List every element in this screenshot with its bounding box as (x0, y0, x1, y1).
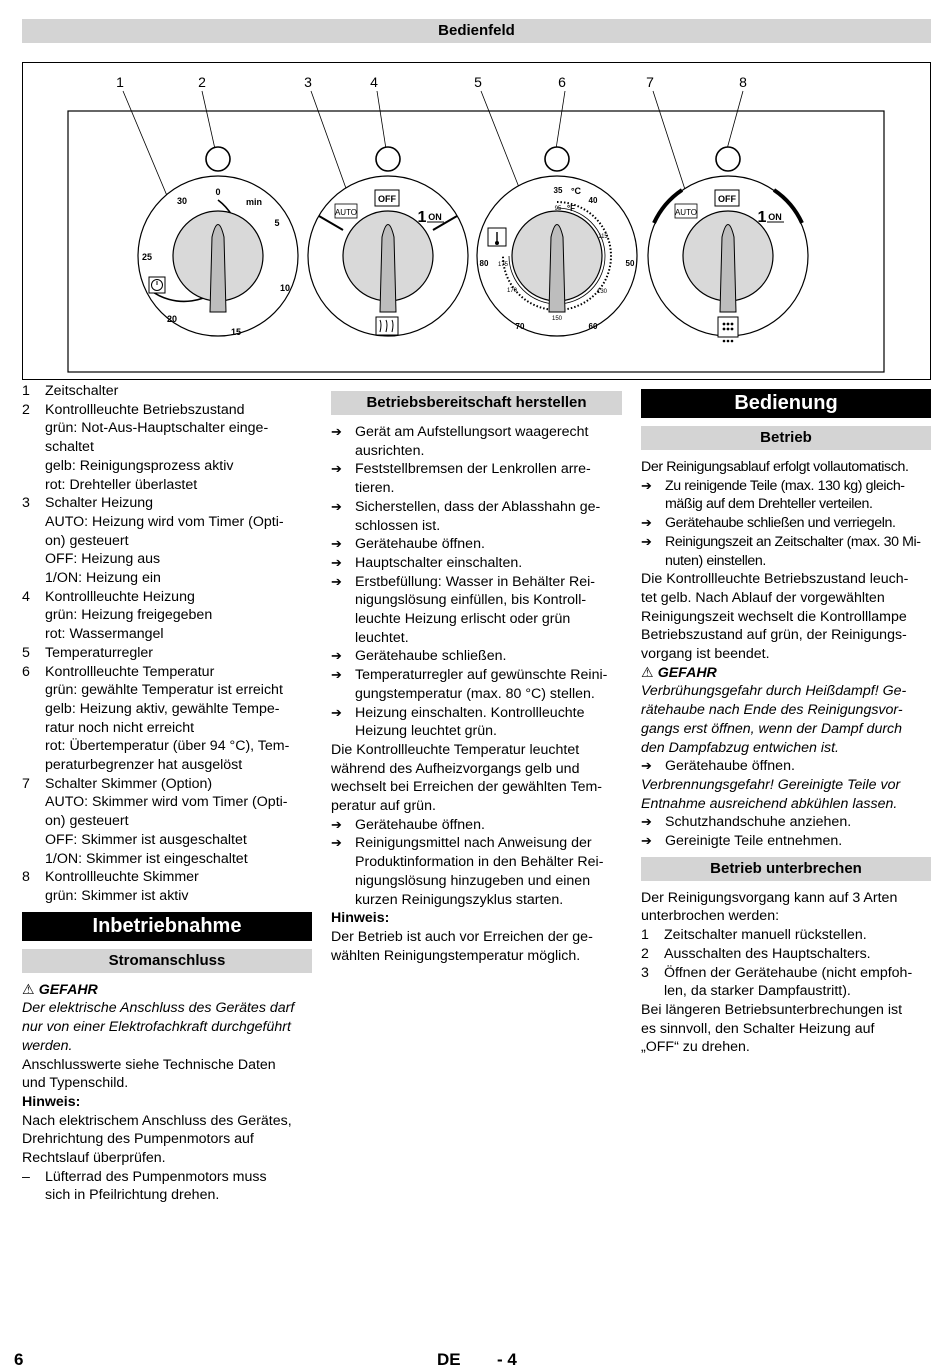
timer-tick: 25 (141, 252, 153, 262)
temp-tick: 175 (497, 262, 509, 268)
steps-list-1 (331, 423, 622, 741)
list-item: 6 Kontrollleuchte Temperatur grün: gewählte Temperatur ist erreicht gelb: Heizung aktiv, gewählte Tempe- ratur noch nicht erreicht rot: Übertemperatur (über 94 °C), Tem- peraturbegrenzer hat ausgelöst (22, 663, 290, 774)
list-item: 3 Öffnen der Gerätehaube (nicht empfoh- len, da starker Dampfaustritt). (641, 964, 913, 1000)
step-item: ➔ Erstbefüllung: Wasser in Behälter Rei- nigungslösung einfüllen, bis Kontroll- leuchte Heizung erlischt oder grün leuchtet. (331, 573, 595, 646)
step-item: ➔ Hauptschalter einschalten. (331, 554, 523, 571)
skimmer-off-label: OFF (718, 194, 736, 204)
arrow-icon: ➔ (641, 477, 652, 493)
paragraph-betriebsunterbrechungen: Bei längeren Betriebsunterbrechungen ist es sinnvoll, den Schalter Heizung auf „OFF“ zu drehen. (641, 1001, 903, 1056)
arrow-icon: ➔ (641, 814, 652, 830)
list-item: 2 Ausschalten des Hauptschalters. (641, 945, 871, 962)
column-1 (22, 382, 312, 1205)
callout-5: 5 (474, 74, 482, 90)
note-label: Hinweis: (22, 1093, 81, 1110)
list-item: 1 Zeitschalter (22, 383, 119, 399)
step-item: ➔ Gerätehaube öffnen. (331, 816, 485, 833)
arrow-icon: ➔ (331, 704, 342, 720)
list-item: 1 Zeitschalter manuell rückstellen. (641, 927, 867, 944)
list-item: 4 Kontrollleuchte Heizung grün: Heizung freigegeben rot: Wassermangel (22, 588, 213, 643)
timer-tick: 10 (279, 283, 291, 293)
step-item: ➔ Heizung einschalten. Kontrollleuchte Heizung leuchtet grün. (331, 704, 585, 740)
arrow-icon: ➔ (331, 498, 342, 514)
skimmer-switch (648, 176, 808, 342)
callout-4: 4 (370, 74, 378, 90)
temperature-dial (477, 176, 637, 336)
callout-1: 1 (116, 74, 124, 90)
sub-page-number: - 4 (497, 1350, 517, 1369)
callout-2: 2 (198, 74, 206, 90)
callout-6: 6 (558, 74, 566, 90)
paragraph-anschlusswerte: Anschlusswerte siehe Technische Daten und Typenschild. (22, 1056, 276, 1092)
steps-list-2 (331, 816, 622, 910)
subsection-title-betrieb-unterbrechen: Betrieb unterbrechen (641, 857, 931, 881)
danger-text-verbruehung: Verbrühungsgefahr durch Heißdampf! Ge- rätehaube nach Ende des Reinigungsvor- gangs erst öffnen, wenn der Dampf durch den Dampfabzug entwichen ist. (641, 683, 907, 756)
callout-8: 8 (739, 74, 747, 90)
step-item: ➔ Gerät am Aufstellungsort waagerecht ausrichten. (331, 424, 589, 459)
timer-tick: 0 (215, 187, 221, 197)
skimmer-auto-label: AUTO (674, 208, 698, 217)
section-title-bedienung: Bedienung (641, 389, 931, 418)
arrow-icon: ➔ (641, 515, 652, 531)
arrow-icon: ➔ (331, 667, 342, 683)
step-item: ➔ Gerätehaube öffnen. (641, 758, 795, 775)
timer-tick: min (245, 197, 263, 207)
step-item: ➔ Reinigungszeit an Zeitschalter (max. 30 Mi- nuten) einstellen. (641, 533, 921, 569)
switch-auto-label: AUTO (334, 208, 358, 217)
legend-list (22, 382, 312, 906)
timer-dial (138, 176, 298, 337)
timer-tick: 20 (166, 314, 178, 324)
arrow-icon: ➔ (331, 648, 342, 664)
arrow-icon: ➔ (641, 833, 652, 849)
step-item: ➔ Gerätehaube schließen und verriegeln. (641, 515, 896, 532)
temp-tick: 130 (596, 289, 608, 295)
thermometer-icon (488, 228, 506, 246)
subsection-title-stromanschluss: Stromanschluss (22, 949, 312, 973)
arrow-icon: ➔ (331, 835, 342, 851)
paragraph-drehrichtung: Nach elektrischem Anschluss des Gerätes, Drehrichtung des Pumpenmotors auf Rechtslauf überprüfen. (22, 1112, 292, 1167)
subsection-title-betriebsbereitschaft: Betriebsbereitschaft herstellen (331, 391, 622, 415)
step-item: ➔ Gerätehaube schließen. (331, 648, 507, 665)
steps-list-betrieb (641, 477, 931, 571)
numbered-list-unterbrechen (641, 926, 931, 1001)
arrow-icon: ➔ (641, 533, 652, 549)
arrow-icon: ➔ (331, 461, 342, 477)
step-item: ➔ Temperaturregler auf gewünschte Reini- gungstemperatur (max. 80 °C) stellen. (331, 667, 608, 702)
lamp-betriebszustand (206, 147, 230, 171)
arrow-icon: ➔ (331, 816, 342, 832)
dash-item: – Lüfterrad des Pumpenmotors muss sich in Pfeilrichtung drehen. (22, 1168, 267, 1204)
step-item: ➔ Gereinigte Teile entnehmen. (641, 833, 843, 850)
lamp-heizung (376, 147, 400, 171)
heating-switch (308, 176, 468, 336)
arrow-icon: ➔ (641, 758, 652, 774)
temp-tick: 80 (479, 259, 489, 268)
arrow-icon: ➔ (331, 536, 342, 552)
skimmer-on-label: ON (768, 212, 782, 222)
temp-tick: 35 (553, 186, 563, 195)
danger-text-verbrennung: Verbrennungsgefahr! Gereinigte Teile vor Entnahme ausreichend abkühlen lassen. (641, 776, 901, 812)
language-code: DE (437, 1350, 461, 1369)
temp-tick: 70 (515, 322, 525, 331)
arrow-icon: ➔ (331, 424, 342, 439)
paragraph-unterbrechen: Der Reinigungsvorgang kann auf 3 Arten unterbrochen werden: (641, 889, 898, 925)
temp-unit-f: °F (566, 204, 576, 213)
arrow-icon: ➔ (331, 573, 342, 589)
temp-tick: 170 (506, 288, 518, 294)
lamp-temperatur (545, 147, 569, 171)
temp-tick: 40 (588, 196, 598, 205)
temp-tick: 150 (551, 316, 563, 322)
heating-icon (376, 317, 398, 335)
timer-tick: 15 (230, 327, 242, 337)
temp-tick: 115 (598, 234, 608, 240)
section-header-bedienfeld: Bedienfeld (22, 19, 931, 43)
list-item: 3 Schalter Heizung AUTO: Heizung wird vom Timer (Opti- on) gesteuert OFF: Heizung aus 1/ON: Heizung ein (22, 495, 284, 587)
step-item: ➔ Feststellbremsen der Lenkrollen arre- tieren. (331, 461, 591, 497)
timer-tick: 5 (274, 218, 280, 228)
paragraph-kontrollleuchte: Die Kontrollleuchte Temperatur leuchtet während des Aufheizvorgangs gelb und wechselt bei Erreichen der gewählten Tem- peratur auf grün. (331, 741, 603, 815)
temp-tick: 50 (625, 259, 635, 268)
list-item: 2 Kontrollleuchte Betriebszustand grün: Not-Aus-Hauptschalter einge- schaltet gelb: Reinigungsprozess aktiv rot: Drehteller überlastet (22, 401, 269, 493)
danger-heading: ⚠ GEFAHR (641, 664, 717, 681)
paragraph-betriebszustand: Die Kontrollleuchte Betriebszustand leuch- tet gelb. Nach Ablauf der vorgewählten Reinigungszeit wechselt die Kontrolllampe Betriebszustand auf grün, der Reinigungs- vorgang ist beendet. (641, 571, 909, 663)
section-title-inbetriebnahme: Inbetriebnahme (22, 912, 312, 941)
subsection-title-betrieb: Betrieb (641, 426, 931, 450)
arrow-icon: ➔ (331, 554, 342, 570)
step-item: ➔ Reinigungsmittel nach Anweisung der Produktinformation in den Behälter Rei- nigungslösung hinzugeben und einen kurzen Reinigungszyklus starten. (331, 835, 604, 908)
temp-unit-c: °C (570, 186, 582, 196)
note-label: Hinweis: (331, 910, 390, 927)
step-item: ➔ Zu reinigende Teile (max. 130 kg) gleich- mäßig auf dem Drehteller verteilen. (641, 477, 905, 513)
callout-7: 7 (646, 74, 654, 90)
danger-text: Der elektrische Anschluss des Gerätes darf nur von einer Elektrofachkraft durchgeführt werden. (22, 1000, 295, 1054)
switch-on-label: ON (428, 212, 442, 222)
timer-tick: 30 (176, 196, 188, 206)
list-item: 7 Schalter Skimmer (Option) AUTO: Skimmer wird vom Timer (Opti- on) gesteuert OFF: Skimmer ist ausgeschaltet 1/ON: Skimmer ist eingeschaltet (22, 775, 288, 867)
switch-off-label: OFF (378, 194, 396, 204)
page-number: 6 (14, 1350, 24, 1369)
intro-text: Der Reinigungsablauf erfolgt vollautomatisch. (641, 459, 909, 475)
column-3 (641, 382, 931, 1057)
column-2 (331, 382, 622, 965)
step-item: ➔ Schutzhandschuhe anziehen. (641, 814, 852, 831)
list-item: 5 Temperaturregler (22, 644, 154, 661)
warning-icon: ⚠ (641, 664, 654, 681)
skimmer-on-num: 1 (757, 209, 767, 226)
warning-icon: ⚠ (22, 981, 35, 998)
timer-icon (149, 277, 165, 293)
note-text: Der Betrieb ist auch vor Erreichen der ge- wählten Reinigungstemperatur möglich. (331, 928, 593, 964)
callout-3: 3 (304, 74, 312, 90)
switch-on-num: 1 (417, 209, 427, 226)
temp-tick: 95 (554, 206, 562, 212)
danger-heading: ⚠ GEFAHR (22, 981, 98, 998)
step-item: ➔ Gerätehaube öffnen. (331, 536, 485, 553)
control-panel-figure (22, 62, 931, 380)
list-item: 8 Kontrollleuchte Skimmer grün: Skimmer ist aktiv (22, 869, 199, 904)
skimmer-icon (718, 317, 738, 342)
step-item: ➔ Sicherstellen, dass der Ablasshahn ge- schlossen ist. (331, 498, 601, 534)
temp-tick: 60 (588, 322, 598, 331)
lamp-skimmer (716, 147, 740, 171)
